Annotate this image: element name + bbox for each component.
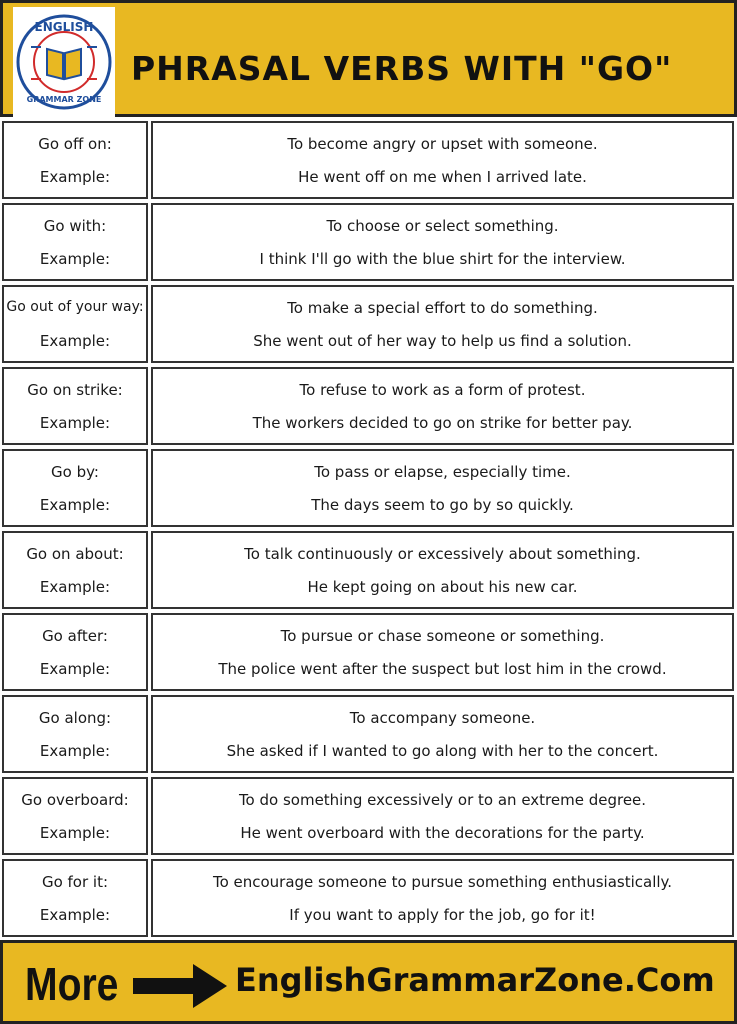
example-text: I think I'll go with the blue shirt for the interview. — [259, 250, 626, 268]
header-banner — [0, 0, 737, 117]
example-label: Example: — [39, 578, 111, 596]
verb-label: Go after: — [42, 627, 108, 645]
arrow-right-icon — [133, 961, 229, 1011]
table-row — [0, 777, 737, 855]
example-text: He kept going on about his new car. — [307, 578, 578, 596]
meaning-cell — [151, 449, 734, 527]
verb-cell — [2, 859, 148, 937]
example-text: If you want to apply for the job, go for it! — [289, 906, 596, 924]
example-text: The workers decided to go on strike for better pay. — [252, 414, 633, 432]
example-label: Example: — [39, 742, 111, 760]
example-text: The police went after the suspect but lost him in the crowd. — [218, 660, 667, 678]
svg-text:ENGLISH: ENGLISH — [34, 20, 94, 34]
verb-label: Go out of your way: — [6, 299, 144, 315]
definition-text: To pass or elapse, especially time. — [314, 463, 571, 481]
definition-text: To encourage someone to pursue something enthusiastically. — [212, 873, 673, 891]
table-row — [0, 531, 737, 609]
definition-text: To refuse to work as a form of protest. — [299, 381, 586, 399]
verb-label: Go by: — [51, 463, 99, 481]
meaning-cell — [151, 531, 734, 609]
example-label: Example: — [39, 250, 111, 268]
table-row — [0, 285, 737, 363]
book-logo-icon — [13, 7, 115, 117]
verb-cell — [2, 531, 148, 609]
definition-text: To choose or select something. — [326, 217, 559, 235]
table-row — [0, 203, 737, 281]
table-row — [0, 859, 737, 937]
example-text: He went overboard with the decorations for the party. — [240, 824, 645, 842]
example-text: She asked if I wanted to go along with her to the concert. — [226, 742, 659, 760]
svg-text:GRAMMAR ZONE: GRAMMAR ZONE — [26, 95, 102, 104]
example-label: Example: — [39, 906, 111, 924]
definition-text: To make a special effort to do something. — [287, 299, 598, 317]
meaning-cell — [151, 203, 734, 281]
definition-text: To pursue or chase someone or something. — [280, 627, 605, 645]
example-label: Example: — [39, 168, 111, 186]
example-label: Example: — [39, 824, 111, 842]
table-row — [0, 695, 737, 773]
example-text: He went off on me when I arrived late. — [298, 168, 587, 186]
more-label: More — [25, 958, 119, 1010]
verb-label: Go off on: — [38, 135, 112, 153]
example-label: Example: — [39, 660, 111, 678]
table-row — [0, 613, 737, 691]
logo — [13, 7, 115, 117]
table-row — [0, 367, 737, 445]
verb-label: Go with: — [43, 217, 107, 235]
meaning-cell — [151, 777, 734, 855]
footer-banner — [0, 940, 737, 1024]
verb-label: Go along: — [38, 709, 112, 727]
verb-label: Go for it: — [41, 873, 109, 891]
example-label: Example: — [39, 496, 111, 514]
example-label: Example: — [39, 332, 111, 350]
meaning-cell — [151, 613, 734, 691]
page-title: PHRASAL VERBS WITH "GO" — [131, 49, 673, 88]
example-text: She went out of her way to help us find a solution. — [253, 332, 632, 350]
verb-cell — [2, 367, 148, 445]
verb-cell — [2, 285, 148, 363]
verb-cell — [2, 777, 148, 855]
meaning-cell — [151, 859, 734, 937]
verb-label: Go on strike: — [27, 381, 123, 399]
meaning-cell — [151, 695, 734, 773]
verb-label: Go on about: — [26, 545, 124, 563]
definition-text: To become angry or upset with someone. — [287, 135, 598, 153]
meaning-cell — [151, 121, 734, 199]
definition-text: To accompany someone. — [349, 709, 536, 727]
meaning-cell — [151, 285, 734, 363]
verb-cell — [2, 121, 148, 199]
example-label: Example: — [39, 414, 111, 432]
definition-text: To do something excessively or to an extreme degree. — [238, 791, 647, 809]
table-row — [0, 449, 737, 527]
verb-label: Go overboard: — [21, 791, 129, 809]
meaning-cell — [151, 367, 734, 445]
definition-text: To talk continuously or excessively about something. — [244, 545, 641, 563]
example-text: The days seem to go by so quickly. — [311, 496, 574, 514]
verb-cell — [2, 449, 148, 527]
verb-cell — [2, 203, 148, 281]
verb-cell — [2, 613, 148, 691]
verb-cell — [2, 695, 148, 773]
website-link[interactable]: EnglishGrammarZone.Com — [235, 961, 715, 999]
table-row — [0, 121, 737, 199]
